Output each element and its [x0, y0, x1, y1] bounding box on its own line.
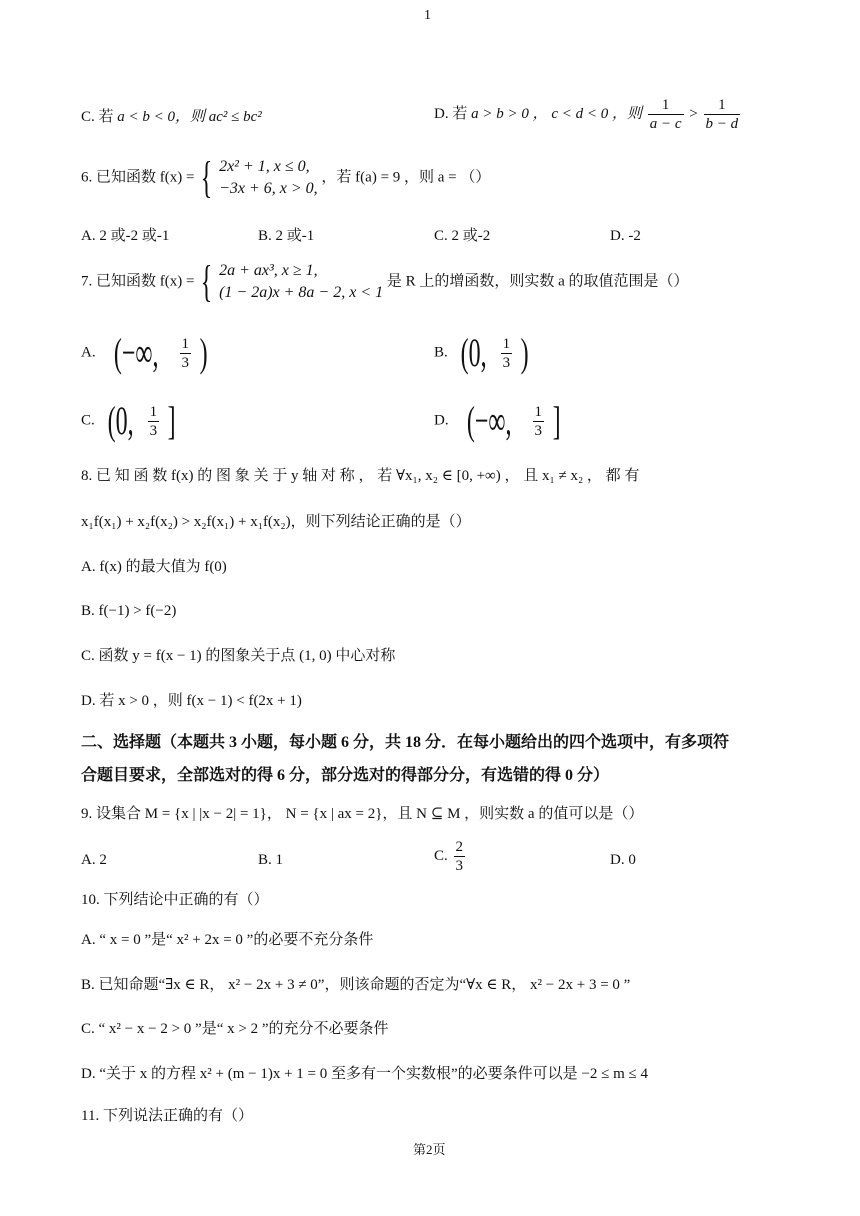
q6-option-b: B. 2 或-1	[258, 228, 315, 244]
q6-option-d: D. -2	[610, 228, 641, 244]
q10-option-d: D. “关于 x 的方程 x² + (m − 1)x + 1 = 0 至多有一个实数根”的必要条件可以是 −2 ≤ m ≤ 4	[81, 1066, 648, 1082]
q10-stem: 10. 下列结论中正确的有（）	[81, 892, 269, 908]
q8-option-a: A. f(x) 的最大值为 f(0)	[81, 559, 227, 575]
q6-option-a: A. 2 或-2 或-1	[81, 228, 170, 244]
q7-option-b: B. (0, $\frac{1}{3}$ )	[434, 330, 529, 375]
section-heading-line2: 合题目要求，全部选对的得 6 分，部分选对的得部分分，有选错的得 0 分）	[81, 767, 610, 784]
left-brace: {	[200, 257, 213, 306]
section-heading-line1: 二、选择题（本题共 3 小题，每小题 6 分，共 18 分．在每小题给出的四个选项中，有多项符	[81, 734, 730, 751]
fraction-left: $\frac{1}{a - c}$	[649, 97, 682, 132]
q8-stem-line1: 8. 已 知 函 数 f(x) 的 图 象 关 于 y 轴 对 称 ， 若 ∀x₁, x₂ ∈ [0, +∞) ， 且 x₁ ≠ x₂ ， 都 有	[81, 468, 640, 484]
q9-option-c: C. $\frac{2}{3}$	[434, 839, 464, 874]
q9-option-d: D. 0	[610, 852, 636, 868]
q8-stem-line2: x₁f(x₁) + x₂f(x₂) > x₂f(x₁) + x₁f(x₂)，则下列结论正确的是（）	[81, 514, 471, 530]
q8-option-b: B. f(−1) > f(−2)	[81, 603, 177, 619]
q7-option-d: D. (−∞, $\frac{1}{3}$ ]	[434, 398, 561, 443]
piecewise-cases: 2a + ax³, x ≥ 1, (1 − 2a)x + 8a − 2, x < 1	[219, 262, 384, 301]
q5-option-d: D. 若 a > b > 0 ， c < d < 0 ，则 $\frac{1}{a - c}$ > $\frac{1}{b - d}$	[434, 97, 739, 132]
q9-stem: 9. 设集合 M = {x | |x − 2| = 1}， N = {x | ax = 2}，且 N ⊆ M ，则实数 a 的值可以是（）	[81, 806, 644, 822]
q6-stem: 6. 已知函数 f(x) = { 2x² + 1, x ≤ 0, −3x + 6, x > 0, ，若 f(a) = 9 ，则 a = （）	[81, 153, 491, 202]
q10-option-a: A. “ x = 0 ”是“ x² + 2x = 0 ”的必要不充分条件	[81, 932, 374, 948]
q8-option-c: C. 函数 y = f(x − 1) 的图象关于点 (1, 0) 中心对称	[81, 648, 396, 664]
q6-option-c: C. 2 或-2	[434, 228, 491, 244]
header-page-number: 1	[424, 8, 431, 23]
q7-option-a: A. (−∞, $\frac{1}{3}$ )	[81, 330, 208, 375]
q9-option-a: A. 2	[81, 852, 107, 868]
q10-option-c: C. “ x² − x − 2 > 0 ”是“ x > 2 ”的充分不必要条件	[81, 1021, 389, 1037]
q9-option-b: B. 1	[258, 852, 284, 868]
q8-option-d: D. 若 x > 0 ，则 f(x − 1) < f(2x + 1)	[81, 693, 302, 709]
q10-option-b: B. 已知命题“∃x ∈ R， x² − 2x + 3 ≠ 0”，则该命题的否定为“∀x ∈ R， x² − 2x + 3 = 0 ”	[81, 977, 631, 993]
q5-option-c: C. 若 a < b < 0，则 ac² ≤ bc²	[81, 109, 262, 125]
q7-option-c: C. (0, $\frac{1}{3}$ ]	[81, 398, 176, 443]
q7-stem: 7. 已知函数 f(x) = { 2a + ax³, x ≥ 1, (1 − 2a)x + 8a − 2, x < 1 是 R 上的增函数，则实数 a 的取值范围是（）	[81, 257, 689, 306]
q11-stem: 11. 下列说法正确的有（）	[81, 1108, 253, 1124]
footer-page-label: 第2页	[413, 1142, 446, 1157]
left-brace: {	[200, 153, 213, 202]
piecewise-cases: 2x² + 1, x ≤ 0, −3x + 6, x > 0,	[219, 158, 318, 197]
fraction-right: $\frac{1}{b - d}$	[705, 97, 739, 132]
